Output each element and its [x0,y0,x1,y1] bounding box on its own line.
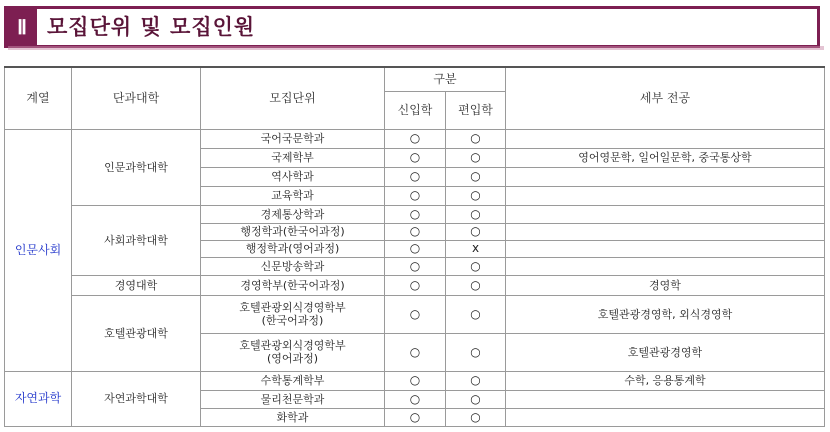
header-series: 계열 [5,67,72,129]
transfer-cell: ○ [446,390,506,408]
unit-cell: 국어국문학과 [201,129,385,148]
transfer-cell: ○ [446,167,506,186]
detail-cell [506,240,825,257]
unit-cell: 경제통상학과 [201,205,385,223]
detail-cell [506,205,825,223]
unit-cell: 교육학과 [201,186,385,205]
header-unit: 모집단위 [201,67,385,129]
section-banner [4,6,820,48]
unit-cell: 수학통계학부 [201,371,385,390]
transfer-cell: ○ [446,129,506,148]
section-number: Ⅱ [7,9,37,45]
header-category: 구분 [385,67,506,91]
group-humanities-social: 인문사회 [5,129,72,371]
freshman-cell: ○ [385,371,446,390]
unit-cell: 호텔관광외식경영학부 (한국어과정) [201,295,385,333]
transfer-cell: ○ [446,223,506,240]
detail-cell: 수학, 응용통계학 [506,371,825,390]
college-social-science: 사회과학대학 [72,205,201,275]
banner-shadow [8,46,824,50]
freshman-cell: ○ [385,205,446,223]
freshman-cell: ○ [385,408,446,426]
freshman-cell: ○ [385,275,446,295]
transfer-cell: ○ [446,257,506,275]
detail-cell: 호텔관광경영학 [506,333,825,371]
unit-cell: 행정학과(한국어과정) [201,223,385,240]
freshman-cell: ○ [385,333,446,371]
freshman-cell: ○ [385,223,446,240]
unit-cell: 국제학부 [201,148,385,167]
college-business: 경영대학 [72,275,201,295]
freshman-cell: ○ [385,186,446,205]
detail-cell [506,223,825,240]
freshman-cell: ○ [385,148,446,167]
unit-cell: 역사학과 [201,167,385,186]
unit-cell: 신문방송학과 [201,257,385,275]
college-natural-science: 자연과학대학 [72,371,201,426]
detail-cell [506,186,825,205]
detail-cell: 경영학 [506,275,825,295]
unit-cell: 행정학과(영어과정) [201,240,385,257]
header-freshman: 신입학 [385,91,446,129]
freshman-cell: ○ [385,167,446,186]
admission-units-table [4,66,825,427]
transfer-cell: ○ [446,408,506,426]
unit-cell: 물리천문학과 [201,390,385,408]
freshman-cell: ○ [385,295,446,333]
detail-cell: 호텔관광경영학, 외식경영학 [506,295,825,333]
freshman-cell: ○ [385,240,446,257]
header-college: 단과대학 [72,67,201,129]
transfer-cell: x [446,240,506,257]
detail-cell [506,390,825,408]
header-transfer: 편입학 [446,91,506,129]
college-humanities: 인문과학대학 [72,129,201,205]
freshman-cell: ○ [385,129,446,148]
section-title: 모집단위 및 모집인원 [47,15,256,39]
transfer-cell: ○ [446,148,506,167]
detail-cell [506,257,825,275]
transfer-cell: ○ [446,275,506,295]
freshman-cell: ○ [385,390,446,408]
detail-cell [506,408,825,426]
detail-cell [506,129,825,148]
detail-cell: 영어영문학, 일어일문학, 중국통상학 [506,148,825,167]
group-natural-science: 자연과학 [5,371,72,426]
unit-cell: 호텔관광외식경영학부 (영어과정) [201,333,385,371]
transfer-cell: ○ [446,295,506,333]
transfer-cell: ○ [446,371,506,390]
transfer-cell: ○ [446,205,506,223]
college-hotel-tourism: 호텔관광대학 [72,295,201,371]
unit-cell: 화학과 [201,408,385,426]
header-detail: 세부 전공 [506,67,825,129]
unit-cell: 경영학부(한국어과정) [201,275,385,295]
transfer-cell: ○ [446,186,506,205]
transfer-cell: ○ [446,333,506,371]
detail-cell [506,167,825,186]
freshman-cell: ○ [385,257,446,275]
